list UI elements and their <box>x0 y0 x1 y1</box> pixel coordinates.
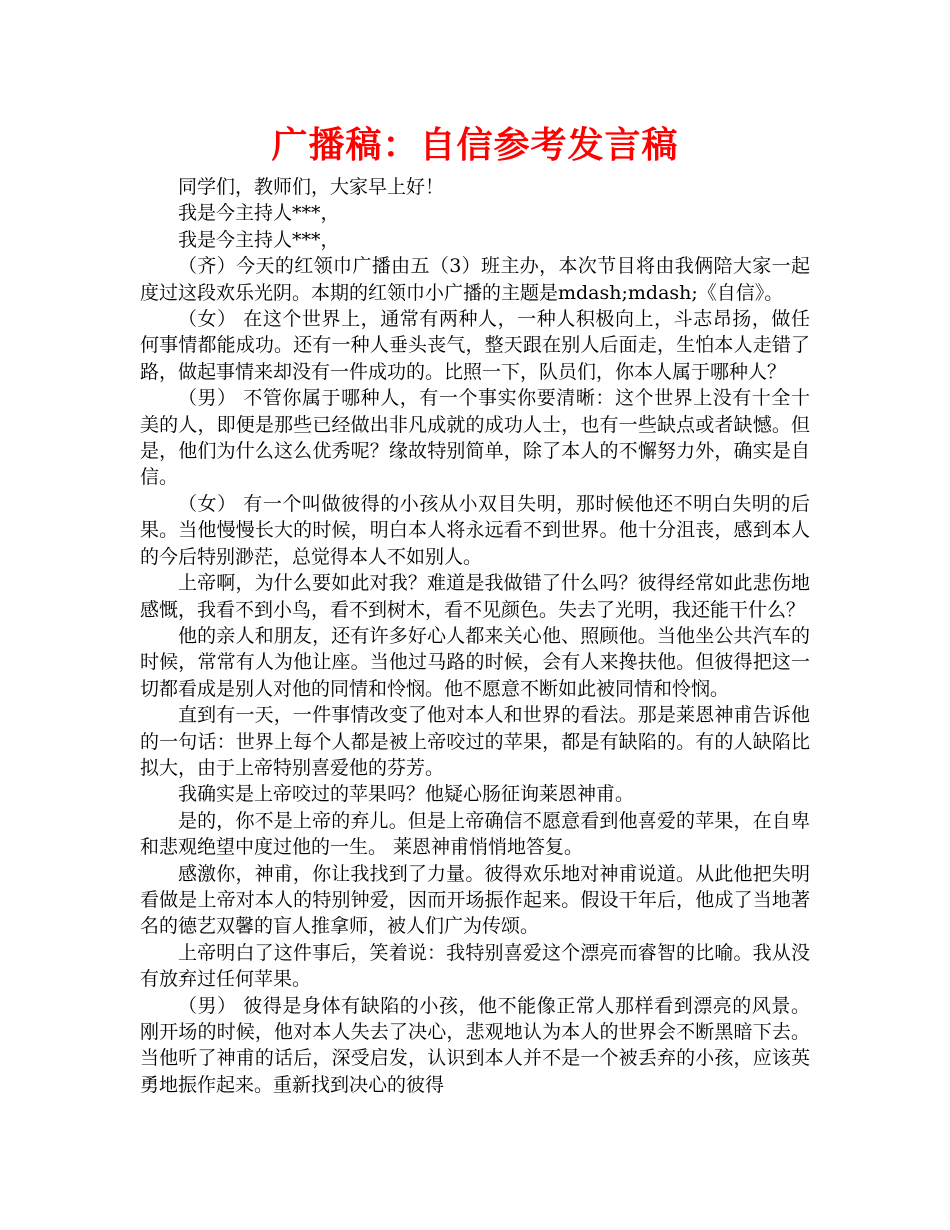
paragraph: （男） 不管你属于哪种人，有一个事实你要清晰：这个世界上没有十全十美的人，即便是那些已经做出非凡成就的成功人士，也有一些缺点或者缺憾。但是，他们为什么这么优秀呢？缘故特别简单，除了本人的不懈努力外，确实是自信。 <box>140 387 810 489</box>
document-page <box>140 118 810 1098</box>
paragraph: 是的，你不是上帝的弃儿。但是上帝确信不愿意看到他喜爱的苹果，在自卑和悲观绝望中度过他的一生。 莱恩神甫悄悄地答复。 <box>140 809 810 859</box>
document-body <box>140 174 810 1098</box>
paragraph: 他的亲人和朋友，还有许多好心人都来关心他、照顾他。当他坐公共汽车的时候，常常有人为他让座。当他过马路的时候，会有人来搀扶他。但彼得把这一切都看成是别人对他的同情和怜悯。他不愿意不断如此被同情和怜悯。 <box>140 624 810 700</box>
paragraph-greeting: 同学们，教师们，大家早上好！ <box>178 176 445 198</box>
document-title: 广播稿：自信参考发言稿 <box>271 125 679 166</box>
paragraph-host-2: 我是今主持人***， <box>178 228 340 251</box>
paragraph: 直到有一天，一件事情改变了他对本人和世界的看法。那是莱恩神甫告诉他的一句话：世界上每个人都是被上帝咬过的苹果，都是有缺陷的。有的人缺陷比拟大，由于上帝特别喜爱他的芬芳。 <box>140 704 810 779</box>
paragraph: （女） 在这个世界上，通常有两种人，一种人积极向上，斗志昂扬，做任何事情都能成功。还有一种人垂头丧气，整天跟在别人后面走，生怕本人走错了路，做起事情来却没有一件成功的。比照一下，队员们，你本人属于哪种人？ <box>140 308 810 383</box>
paragraph: 上帝啊，为什么要如此对我？难道是我做错了什么吗？彼得经常如此悲伤地感慨，我看不到小鸟，看不到树木，看不见颜色。失去了光明，我还能干什么？ <box>140 572 810 621</box>
paragraph: 上帝明白了这件事后，笑着说：我特别喜爱这个漂亮而睿智的比喻。我从没有放弃过任何苹果。 <box>140 941 810 991</box>
paragraph-host-1: 我是今主持人***， <box>178 202 340 225</box>
paragraph-intro: （齐）今天的红领巾广播由五（3）班主办，本次节目将由我俩陪大家一起度过这段欢乐光阴。本期的红领巾小广播的主题是mdash;mdash;《自信》。 <box>140 255 810 304</box>
paragraph: （女） 有一个叫做彼得的小孩从小双目失明，那时候他还不明白失明的后果。当他慢慢长大的时候，明白本人将永远看不到世界。他十分沮丧，感到本人的今后特别渺茫，总觉得本人不如别人。 <box>140 492 810 568</box>
paragraph: （男） 彼得是身体有缺陷的小孩，他不能像正常人那样看到漂亮的风景。刚开场的时候，他对本人失去了决心，悲观地认为本人的世界会不断黑暗下去。当他听了神甫的话后，深受启发，认识到本人并不是一个被丢弃的小孩，应该英勇地振作起来。重新找到决心的彼得 <box>140 994 810 1096</box>
paragraph: 我确实是上帝咬过的苹果吗？他疑心肠征询莱恩神甫。 <box>178 783 635 806</box>
paragraph: 感激你，神甫，你让我找到了力量。彼得欢乐地对神甫说道。从此他把失明看做是上帝对本人的特别钟爱，因而开场振作起来。假设干年后，他成了当地著名的德艺双馨的盲人推拿师，被人们广为传颂。 <box>140 862 810 938</box>
